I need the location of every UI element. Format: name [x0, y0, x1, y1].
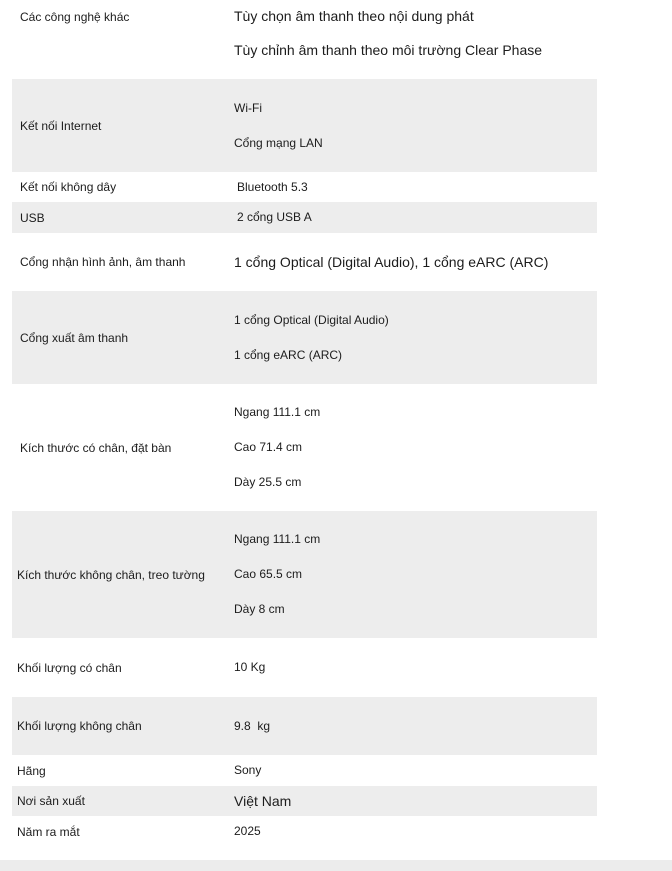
spec-value: Ngang 111.1 cm [234, 532, 321, 546]
spec-label: Kích thước có chân, đặt bàn [20, 440, 172, 455]
spec-label: Kết nối không dây [20, 180, 117, 194]
spec-values [234, 709, 597, 744]
spec-label: Hãng [17, 763, 46, 778]
spec-row-other-tech [12, 0, 597, 79]
spec-value: Bluetooth 5.3 [237, 180, 308, 194]
spec-row-av-input [12, 233, 597, 291]
spec-row-internet [12, 79, 597, 172]
spec-row-usb [12, 202, 597, 233]
spec-value: 1 cổng Optical (Digital Audio) [234, 312, 389, 327]
spec-row-size-wall-mount [12, 511, 597, 638]
spec-values [234, 0, 597, 68]
spec-value: 1 cổng eARC (ARC) [234, 347, 343, 362]
spec-values [234, 816, 597, 847]
spec-value: Dày 8 cm [234, 602, 285, 616]
spec-value: 1 cổng Optical (Digital Audio), 1 cổng eARC (ARC) [234, 253, 549, 270]
spec-value: Dày 25.5 cm [234, 475, 302, 489]
spec-values [234, 650, 597, 685]
spec-table [12, 0, 597, 847]
spec-label: Năm ra mắt [17, 824, 80, 839]
spec-values [234, 755, 597, 786]
spec-value: Cổng mạng LAN [234, 135, 323, 150]
spec-values [234, 522, 597, 627]
spec-label: Các công nghệ khác [20, 10, 130, 24]
spec-label: Khối lượng có chân [17, 660, 122, 675]
spec-row-release-year [12, 816, 597, 847]
spec-values [234, 172, 597, 202]
spec-value: Wi-Fi [234, 100, 262, 115]
spec-value: Sony [234, 763, 262, 777]
spec-row-weight-without-stand [12, 697, 597, 755]
spec-values [234, 91, 597, 161]
spec-value: 2 cổng USB A [237, 210, 312, 224]
spec-values [234, 245, 597, 280]
spec-value: 9.8 kg [234, 718, 271, 733]
bottom-band [0, 860, 672, 871]
spec-row-audio-output [12, 291, 597, 384]
spec-label: Cổng nhận hình ảnh, âm thanh [20, 255, 186, 269]
spec-values [234, 202, 597, 233]
spec-value: 2025 [234, 824, 261, 838]
spec-value: Tùy chọn âm thanh theo nội dung phát [234, 8, 474, 24]
spec-label: USB [20, 210, 45, 225]
spec-values [234, 786, 597, 816]
spec-row-size-with-stand [12, 384, 597, 511]
spec-value: Tùy chỉnh âm thanh theo môi trường Clear Phase [234, 42, 543, 58]
spec-value: Ngang 111.1 cm [234, 405, 321, 419]
spec-values [234, 395, 597, 500]
spec-value: Cao 71.4 cm [234, 440, 303, 454]
spec-value: Cao 65.5 cm [234, 567, 303, 581]
spec-label: Nơi sản xuất [17, 794, 85, 808]
spec-row-made-in [12, 786, 597, 816]
spec-values [234, 303, 597, 373]
spec-value: Việt Nam [234, 793, 292, 809]
spec-row-brand [12, 755, 597, 786]
spec-value: 10 Kg [234, 660, 266, 674]
spec-label: Kết nối Internet [20, 118, 102, 133]
spec-label: Cổng xuất âm thanh [20, 330, 129, 345]
spec-label: Kích thước không chân, treo tường [17, 567, 205, 582]
spec-row-weight-with-stand [12, 638, 597, 697]
spec-row-wireless [12, 172, 597, 202]
spec-label: Khối lượng không chân [17, 719, 142, 733]
